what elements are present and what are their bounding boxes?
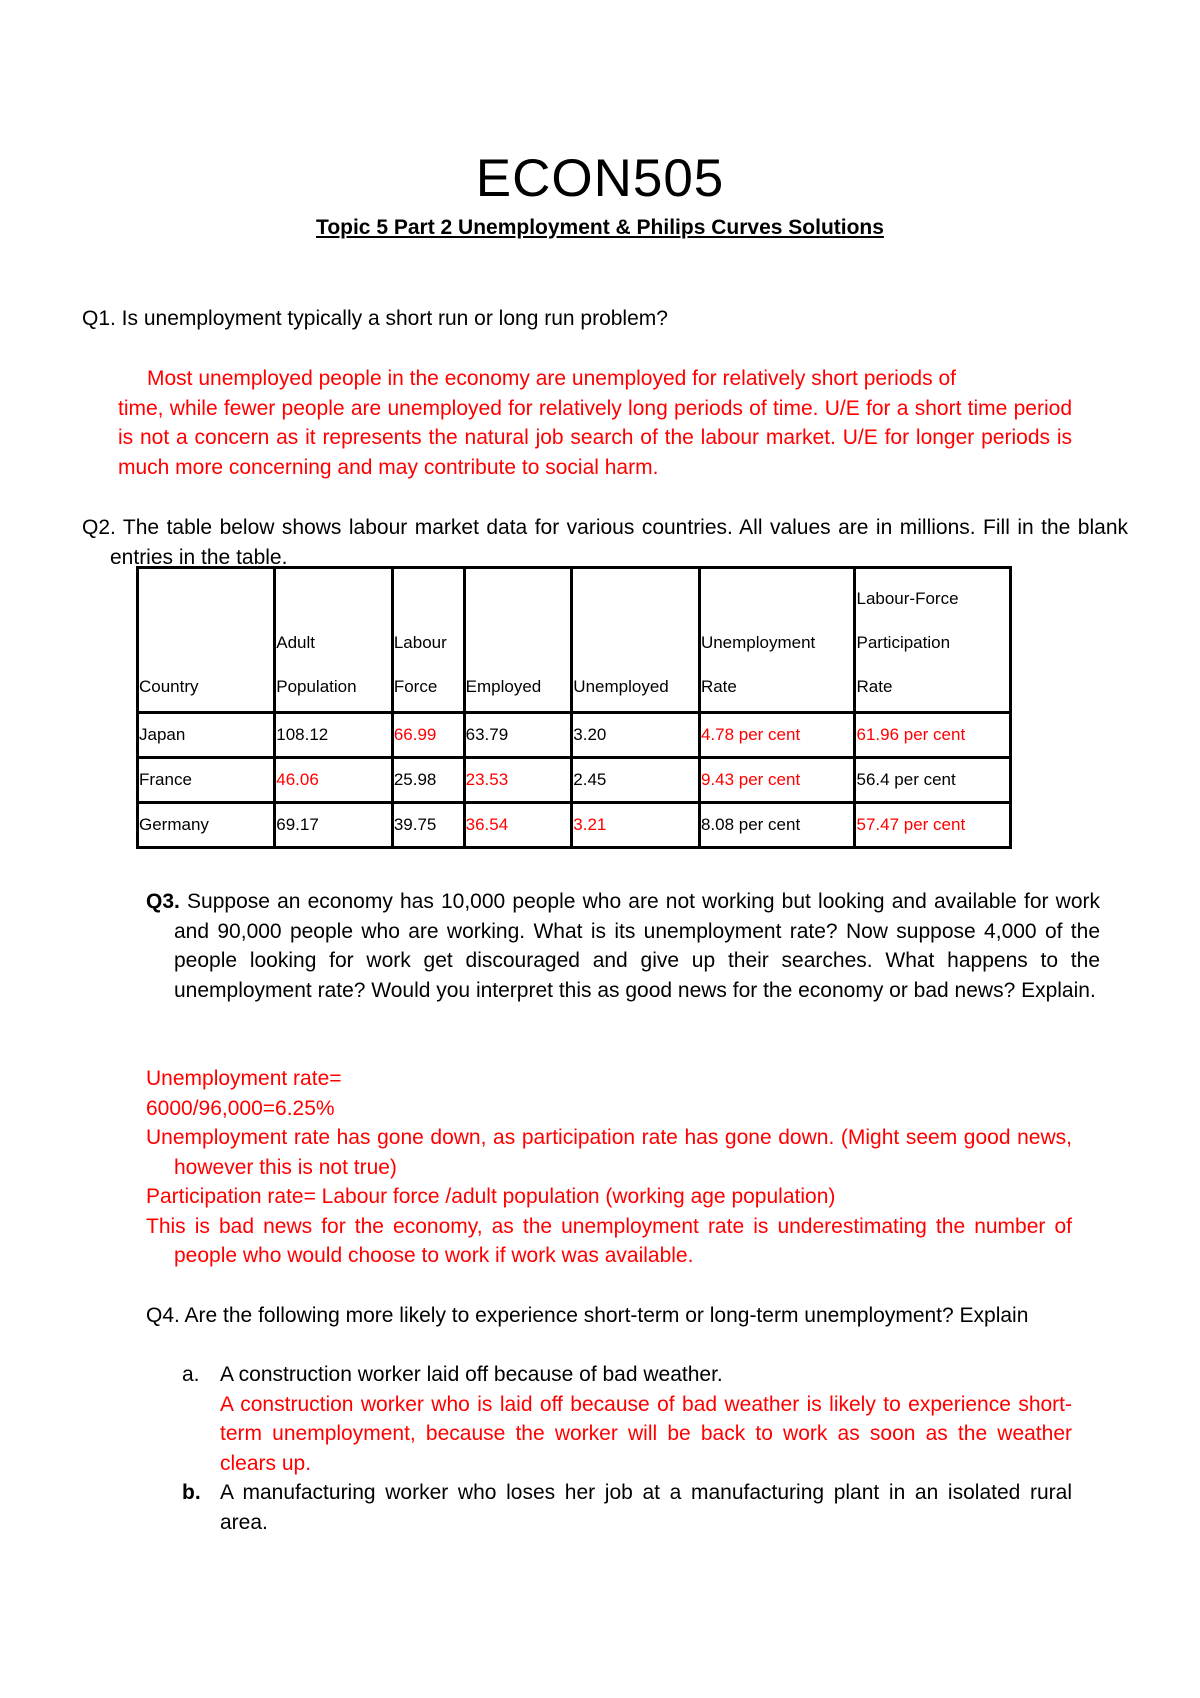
q1-question: Q1. Is unemployment typically a short run or long run problem? — [82, 307, 668, 330]
table-header-row — [138, 568, 1011, 713]
q3-answer-line: Participation rate= Labour force /adult population (working age population) — [146, 1185, 836, 1208]
q3-question-text: Suppose an economy has 10,000 people who are not working but looking and available for work and 90,000 people who are working. What is its unemployment rate? Now suppose 4,000 of the people looking for work get discouraged and give up their searches. What happens to the unemployment rate? Would you interpret this as good news for the economy or bad news? Explain. — [174, 890, 1100, 1002]
table-header-line — [573, 621, 698, 665]
table-header-line — [276, 577, 391, 621]
table-header-line: Rate — [856, 677, 893, 696]
table-cell: 56.4 per cent — [855, 758, 1011, 803]
table-header-line: Labour-Force — [856, 589, 959, 608]
table-cell: 8.08 per cent — [699, 803, 855, 848]
table-header-line: Participation — [856, 633, 951, 652]
table-header-line — [573, 577, 698, 621]
table-cell: 23.53 — [464, 758, 572, 803]
q4-item-b-marker: b. — [182, 1481, 201, 1504]
table-header-line — [139, 577, 273, 621]
table-cell: 3.20 — [572, 713, 700, 758]
labour-market-table — [136, 566, 1012, 849]
q2-question-text: Q2. The table below shows labour market data for various countries. All values are in millions. Fill in the blank entries in the table. — [82, 516, 1128, 569]
page-title: ECON505 — [475, 149, 725, 208]
q3-answer — [146, 1064, 1072, 1271]
table-header-cell — [464, 568, 572, 713]
table-cell: 61.96 per cent — [855, 713, 1011, 758]
q1-answer: time, while fewer people are unemployed for relatively long periods of time. U/E for a short time period is not a concern as it represents the natural job search of the labour market. U/E for longer periods is much more concerning and may contribute to social harm. — [118, 396, 1072, 479]
table-header-cell — [572, 568, 700, 713]
table-cell: 69.17 — [275, 803, 393, 848]
q1-answer-first-line: Most unemployed people in the economy are unemployed for relatively short periods of — [147, 367, 956, 390]
q4-item-a-marker: a. — [182, 1363, 200, 1386]
table-header-line: Unemployed — [573, 677, 669, 696]
table-cell-country: Japan — [138, 713, 275, 758]
q3-answer-line: 6000/96,000=6.25% — [146, 1096, 335, 1120]
table-cell: 39.75 — [392, 803, 464, 848]
q4-item-a-answer: A construction worker who is laid off because of bad weather is likely to experience short-term unemployment, because the worker will be back to work as soon as the weather clears up. — [220, 1392, 1072, 1475]
q4-item-b-text: A manufacturing worker who loses her job at a manufacturing plant in an isolated rural area. — [220, 1481, 1072, 1534]
table-header-line — [394, 577, 463, 621]
table-header-cell — [392, 568, 464, 713]
table-row — [138, 758, 1011, 803]
table-header-line: Unemployment — [700, 633, 816, 652]
q4-item-a-text: A construction worker laid off because of bad weather. — [220, 1363, 723, 1386]
q3-answer-line: Unemployment rate= — [146, 1067, 342, 1090]
table-header-cell — [138, 568, 275, 713]
table-cell: 2.45 — [572, 758, 700, 803]
table-header-line — [466, 577, 571, 621]
table-cell: 57.47 per cent — [855, 803, 1011, 848]
q3-label: Q3. — [146, 890, 180, 913]
table-header-line: Force — [393, 677, 438, 696]
table-cell-country: Germany — [138, 803, 275, 848]
table-header-line — [139, 621, 273, 665]
table-header-cell — [855, 568, 1011, 713]
table-cell: 46.06 — [275, 758, 393, 803]
table-cell: 66.99 — [392, 713, 464, 758]
table-row — [138, 713, 1011, 758]
table-cell-country: France — [138, 758, 275, 803]
table-header-line: Labour — [393, 633, 447, 652]
table-cell: 36.54 — [464, 803, 572, 848]
table-row — [138, 803, 1011, 848]
table-cell: 3.21 — [572, 803, 700, 848]
q4-question: Q4. Are the following more likely to experience short-term or long-term unemployment? Explain — [146, 1304, 1029, 1327]
table-header-line: Rate — [700, 677, 737, 696]
table-header-line: Employed — [465, 677, 542, 696]
table-cell: 108.12 — [275, 713, 393, 758]
table-cell: 63.79 — [464, 713, 572, 758]
q3-question — [146, 887, 1100, 1005]
q2-question — [82, 513, 1128, 572]
q3-answer-line: This is bad news for the economy, as the unemployment rate is underestimating the number of people who would choose to work if work was available. — [146, 1214, 1072, 1267]
table-header-cell — [699, 568, 855, 713]
table-cell: 4.78 per cent — [699, 713, 855, 758]
table-header-line: Population — [276, 677, 357, 696]
table-cell: 25.98 — [392, 758, 464, 803]
table-header-line: Adult — [276, 633, 315, 652]
table-header-line — [466, 621, 571, 665]
table-cell: 9.43 per cent — [699, 758, 855, 803]
page-subtitle: Topic 5 Part 2 Unemployment & Philips Curves Solutions — [316, 216, 884, 239]
table-header-line: Country — [139, 677, 199, 696]
q3-answer-line: Unemployment rate has gone down, as participation rate has gone down. (Might seem good news, however this is not true) — [146, 1126, 1072, 1179]
table-header-cell — [275, 568, 393, 713]
table-header-line — [701, 577, 854, 621]
